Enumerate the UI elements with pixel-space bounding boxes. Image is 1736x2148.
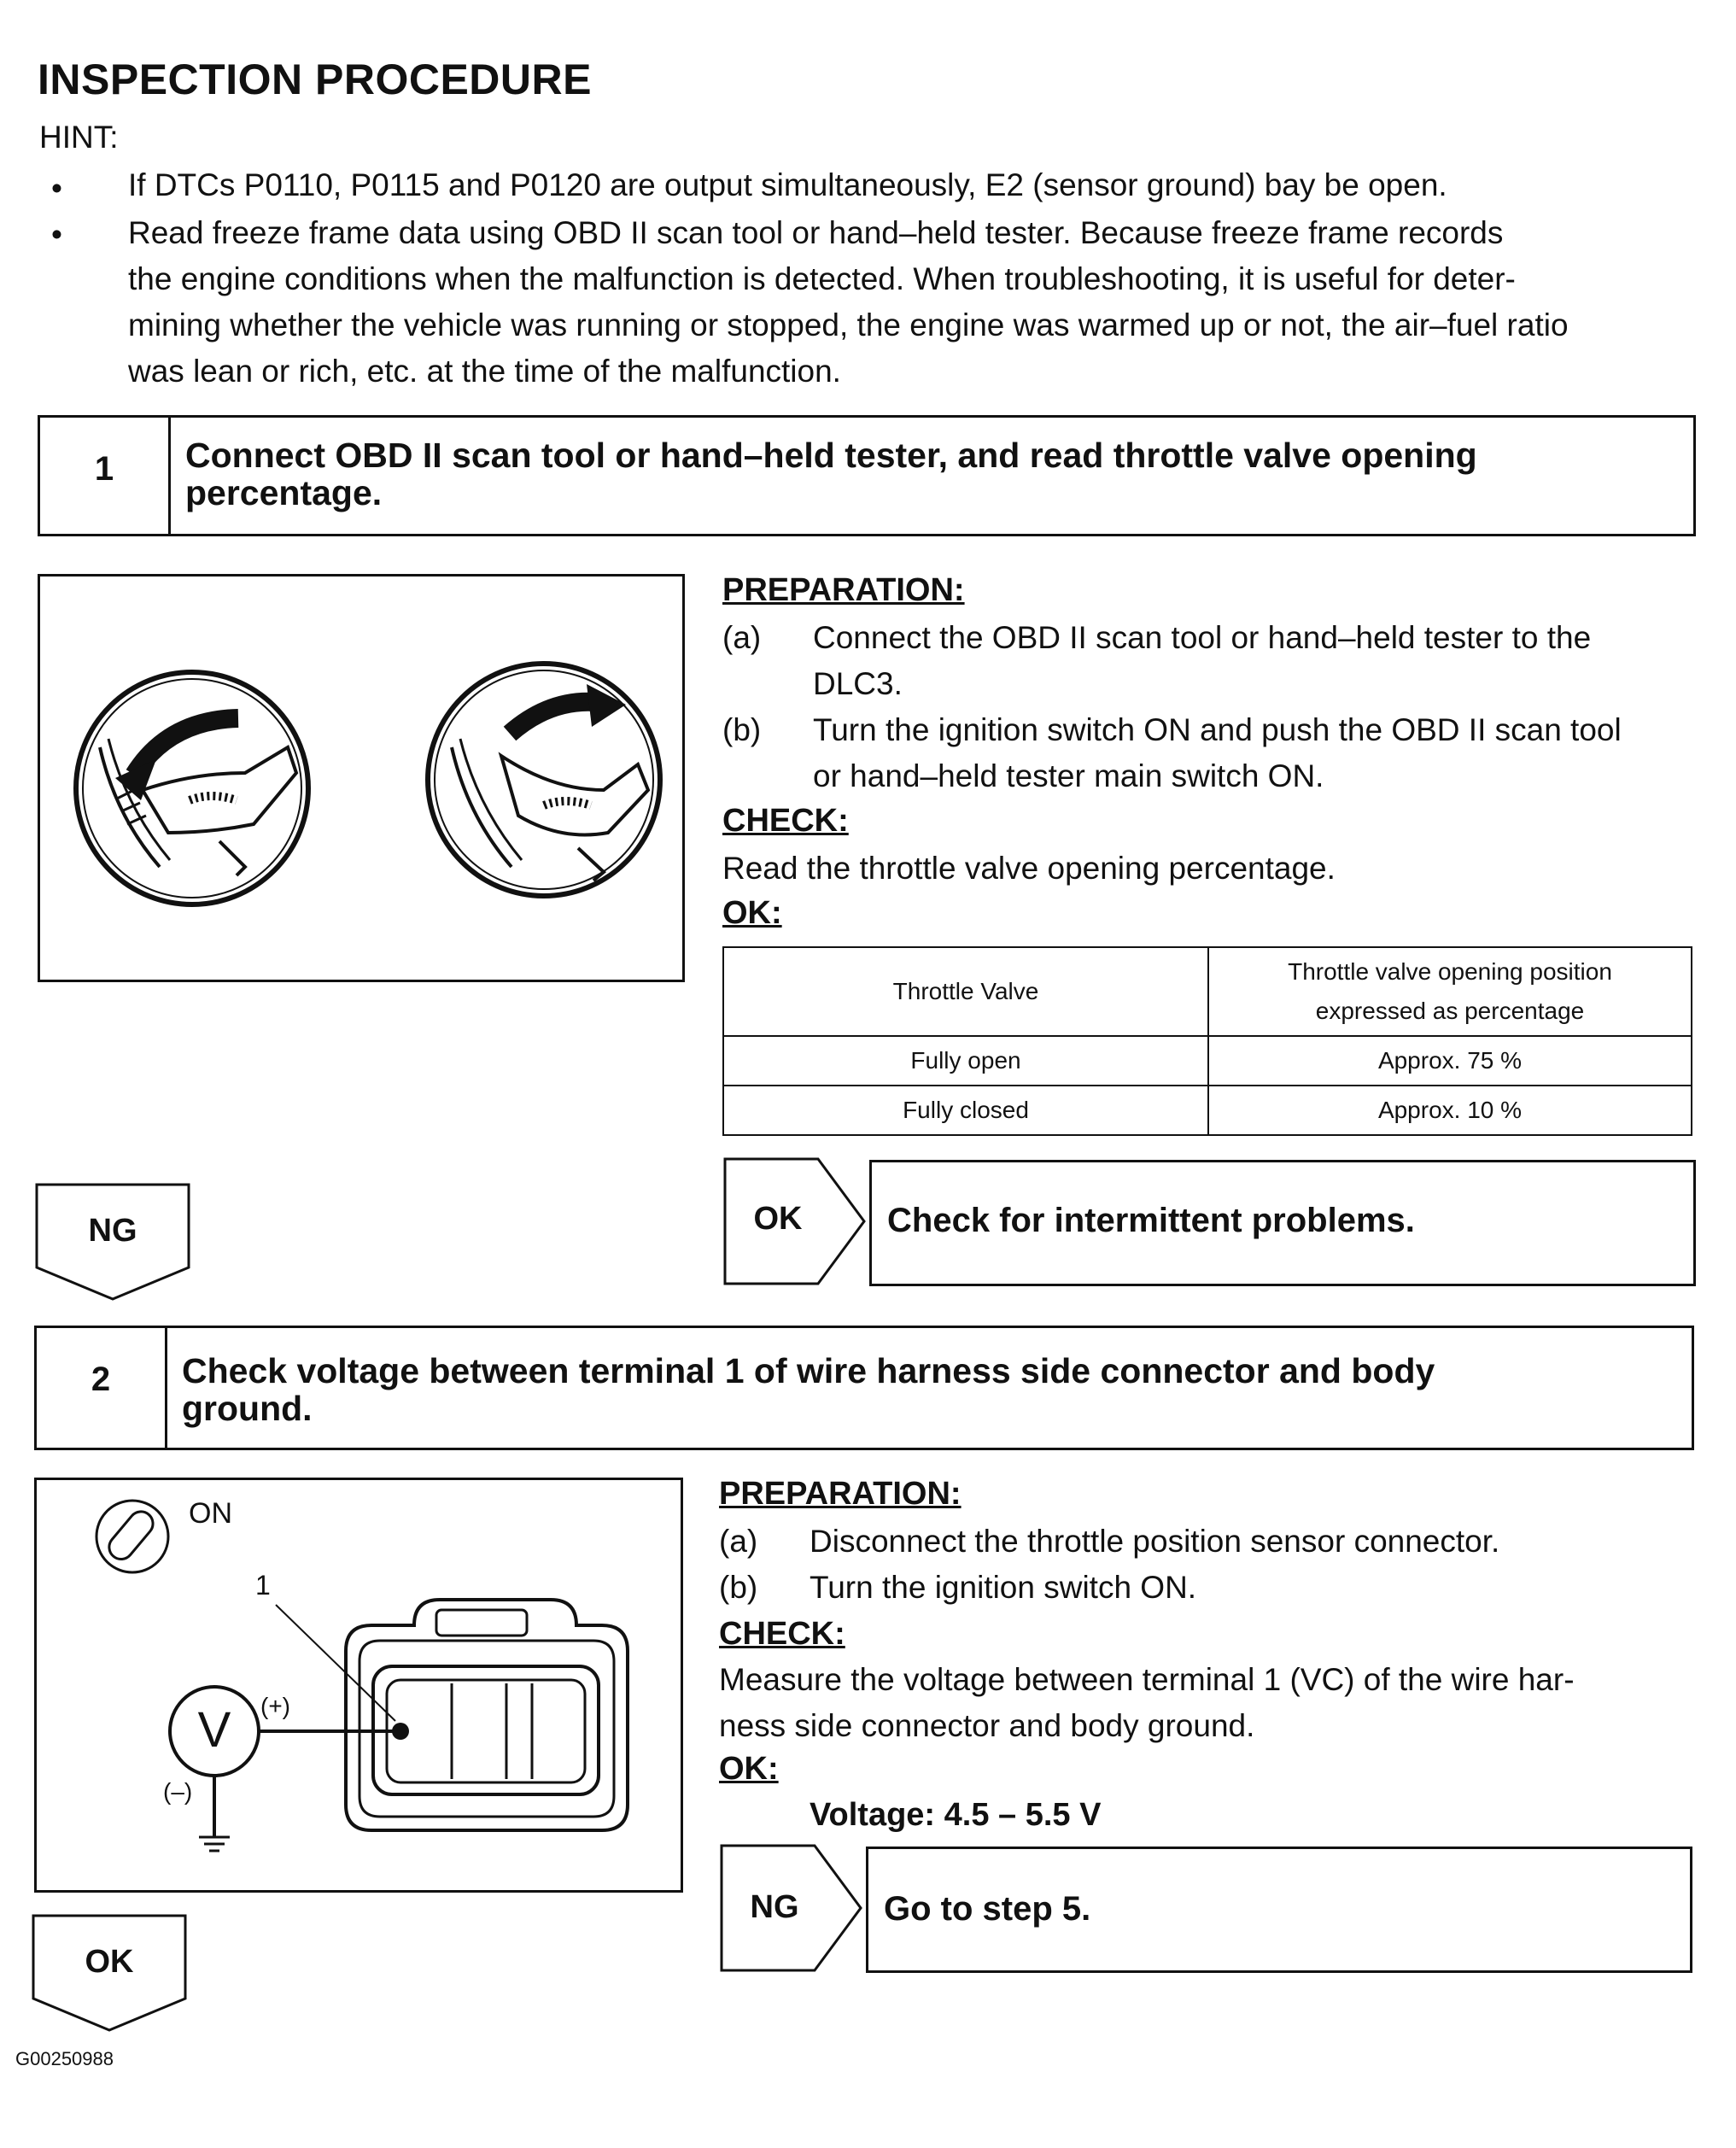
plus-label: (+) xyxy=(260,1693,290,1719)
step-title xyxy=(182,1352,1676,1427)
text-line: ness side connector and body ground. xyxy=(719,1708,1255,1743)
voltage-measurement-diagram xyxy=(34,1478,683,1893)
prep-a-text: Disconnect the throttle position sensor connector. xyxy=(810,1524,1500,1559)
text-line: or hand–held tester main switch ON. xyxy=(813,758,1324,793)
table-row xyxy=(723,1086,1692,1135)
throttle-spec-table xyxy=(722,946,1692,1136)
step-1-header xyxy=(38,415,1696,536)
hint-label: HINT: xyxy=(39,120,119,155)
ignition-on-label: ON xyxy=(189,1497,232,1530)
text-line: DLC3. xyxy=(813,666,903,701)
table-row xyxy=(723,1036,1692,1086)
step-title-line: ground. xyxy=(182,1389,313,1428)
hint-text-1 xyxy=(128,162,1716,208)
step-title-line: Connect OBD II scan tool or hand–held tester, and read throttle valve opening xyxy=(185,436,1477,475)
figure-code: G00250988 xyxy=(15,2048,114,2069)
check-heading: CHECK: xyxy=(719,1616,845,1652)
hint-line: was lean or rich, etc. at the time of the malfunction. xyxy=(128,354,841,389)
ng-tag-label: NG xyxy=(88,1213,137,1249)
pedal-pressed-icon xyxy=(428,664,660,896)
hint-line: Read freeze frame data using OBD II scan tool or hand–held tester. Because freeze frame records xyxy=(128,215,1504,250)
table-cell: Fully closed xyxy=(723,1086,1208,1135)
pedal-illustration-svg xyxy=(40,577,682,980)
hint-line: the engine conditions when the malfunction is detected. When troubleshooting, it is useful for deter- xyxy=(128,261,1516,296)
ng-result-text: Go to step 5. xyxy=(884,1890,1091,1928)
ok-voltage-spec: Voltage: 4.5 – 5.5 V xyxy=(810,1797,1102,1833)
table-header-row xyxy=(723,947,1692,1036)
table-cell: Approx. 10 % xyxy=(1208,1086,1692,1135)
prep-b-text xyxy=(813,707,1701,799)
minus-label: (–) xyxy=(163,1778,193,1805)
hint-line: mining whether the vehicle was running or stopped, the engine was warmed up or not, the air–fuel ratio xyxy=(128,307,1569,342)
step-2-header xyxy=(34,1326,1694,1450)
bullet-icon: • xyxy=(51,217,62,252)
terminal-label: 1 xyxy=(255,1570,271,1601)
ok-result-text: Check for intermittent problems. xyxy=(887,1202,1415,1239)
bullet-icon: • xyxy=(51,171,62,206)
leader-line xyxy=(276,1605,395,1721)
pedal-released-icon xyxy=(76,672,308,904)
check-text xyxy=(719,1657,1692,1749)
check-text: Read the throttle valve opening percentage. xyxy=(722,851,1336,886)
page-title: INSPECTION PROCEDURE xyxy=(38,56,592,103)
ok-heading: OK: xyxy=(719,1751,779,1787)
step-2-ng-arrow xyxy=(719,1843,864,1973)
prep-a-text xyxy=(813,615,1701,707)
ground-icon xyxy=(199,1837,230,1851)
text-line: Turn the ignition switch ON and push the OBD II scan tool xyxy=(813,712,1622,747)
step-number: 1 xyxy=(94,450,114,488)
hint-line: If DTCs P0110, P0115 and P0120 are output simultaneously, E2 (sensor ground) bay be open. xyxy=(128,167,1447,202)
voltmeter-label: V xyxy=(197,1702,231,1758)
text-line: Connect the OBD II scan tool or hand–held tester to the xyxy=(813,620,1592,655)
header-line: expressed as percentage xyxy=(1315,998,1585,1024)
step-1-ok-arrow xyxy=(722,1156,868,1286)
step-title-line: percentage. xyxy=(185,473,383,512)
connector-icon xyxy=(346,1600,628,1830)
step-title xyxy=(185,436,1680,512)
divider xyxy=(168,418,171,534)
table-cell: Approx. 75 % xyxy=(1208,1036,1692,1086)
preparation-heading: PREPARATION: xyxy=(719,1476,962,1512)
pedal-illustration xyxy=(38,574,685,982)
step-1-ng-arrow xyxy=(34,1182,191,1302)
step-2-ok-arrow xyxy=(31,1913,188,2033)
prep-b-label: (b) xyxy=(719,1570,758,1605)
prep-a-label: (a) xyxy=(719,1524,758,1559)
preparation-heading: PREPARATION: xyxy=(722,572,965,608)
header-line: Throttle valve opening position xyxy=(1288,958,1612,985)
voltage-diagram-svg xyxy=(37,1480,681,1890)
check-heading: CHECK: xyxy=(722,803,849,839)
step-1-ok-result xyxy=(869,1160,1696,1286)
prep-a-label: (a) xyxy=(722,620,762,655)
step-title-line: Check voltage between terminal 1 of wire harness side connector and body xyxy=(182,1351,1435,1390)
prep-b-label: (b) xyxy=(722,712,762,747)
table-cell: Fully open xyxy=(723,1036,1208,1086)
ok-heading: OK: xyxy=(722,895,782,931)
text-line: Measure the voltage between terminal 1 (VC) of the wire har- xyxy=(719,1662,1575,1697)
divider xyxy=(165,1328,167,1448)
step-number: 2 xyxy=(91,1361,111,1398)
ok-tag-label: OK xyxy=(753,1201,803,1237)
ignition-key-icon xyxy=(96,1501,168,1572)
hint-text-2 xyxy=(128,210,1716,395)
ok-tag-label: OK xyxy=(85,1944,134,1980)
prep-b-text: Turn the ignition switch ON. xyxy=(810,1570,1197,1605)
table-header-cell xyxy=(1208,947,1692,1036)
step-2-ng-result xyxy=(866,1847,1692,1973)
ng-tag-label: NG xyxy=(750,1889,799,1925)
table-header-cell: Throttle Valve xyxy=(723,947,1208,1036)
